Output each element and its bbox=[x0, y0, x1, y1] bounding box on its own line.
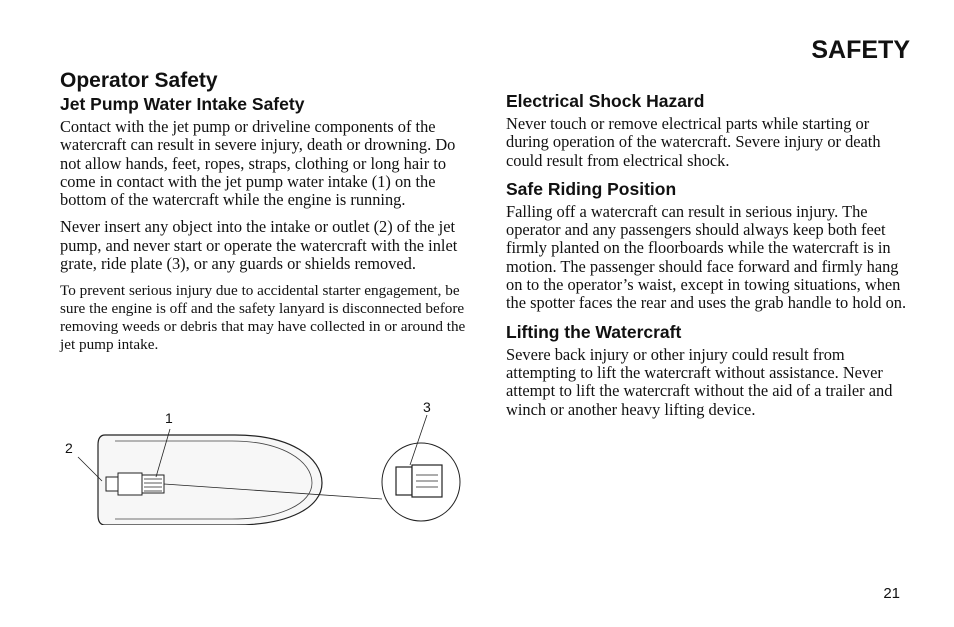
paragraph-lifting: Severe back injury or other injury could result from attempting to lift the watercraft without assistance. Never attempt to lift the watercraft without the aid of a trailer and winch or another heavy lifting device. bbox=[506, 344, 893, 419]
page-number: 21 bbox=[883, 585, 900, 602]
subsection-title-jet-pump: Jet Pump Water Intake Safety bbox=[60, 94, 305, 114]
heading-electrical-shock: Electrical Shock Hazard bbox=[506, 91, 705, 111]
heading-safe-riding: Safe Riding Position bbox=[506, 178, 677, 199]
watercraft-underside-diagram bbox=[60, 395, 470, 525]
intake-grate bbox=[142, 475, 164, 493]
paragraph-jet-pump-2: Never insert any object into the intake or outlet (2) of the jet pump, and never start or operate the watercraft with the inlet grate, ride plate (3), or any guards or shields removed. bbox=[60, 217, 458, 274]
paragraph-electrical-shock: Never touch or remove electrical parts while starting or during operation of the watercraft. Severe injury or death could result from electrical shock. bbox=[506, 114, 881, 170]
paragraph-jet-pump-3: To prevent serious injury due to accidental starter engagement, be sure the engine is off and the safety lanyard is disconnected before removing weeds or debris that may have collected in or around the jet pump intake. bbox=[60, 282, 466, 354]
jet-pump-outlet bbox=[106, 477, 118, 491]
callout-1: 1 bbox=[165, 410, 173, 426]
right-column bbox=[506, 90, 916, 427]
heading-lifting: Lifting the Watercraft bbox=[506, 321, 682, 342]
left-column bbox=[60, 68, 468, 363]
callout-3: 3 bbox=[423, 399, 431, 415]
paragraph-jet-pump-1: Contact with the jet pump or driveline components of the watercraft can result in severe injury, death or drowning. Do not allow hands, feet, ropes, straps, clothing or long hair to come in contact with the jet pump water intake (1) on the bottom of the watercraft while the engine is running. bbox=[60, 117, 456, 210]
inset-pump-body bbox=[396, 467, 412, 495]
diagram-svg bbox=[60, 395, 470, 525]
callout-2: 2 bbox=[65, 440, 73, 456]
jet-pump-housing bbox=[118, 473, 142, 495]
paragraph-safe-riding: Falling off a watercraft can result in serious injury. The operator and any passengers should always keep both feet firmly planted on the floorboards while the watercraft is in motion. The passenger should face forward and firmly hang on to the operator’s waist, except in towing situations, when the spotter faces the rear and uses the grab handle to hold on. bbox=[506, 201, 907, 313]
section-header: SAFETY bbox=[811, 36, 910, 64]
page-title: Operator Safety bbox=[60, 69, 218, 92]
